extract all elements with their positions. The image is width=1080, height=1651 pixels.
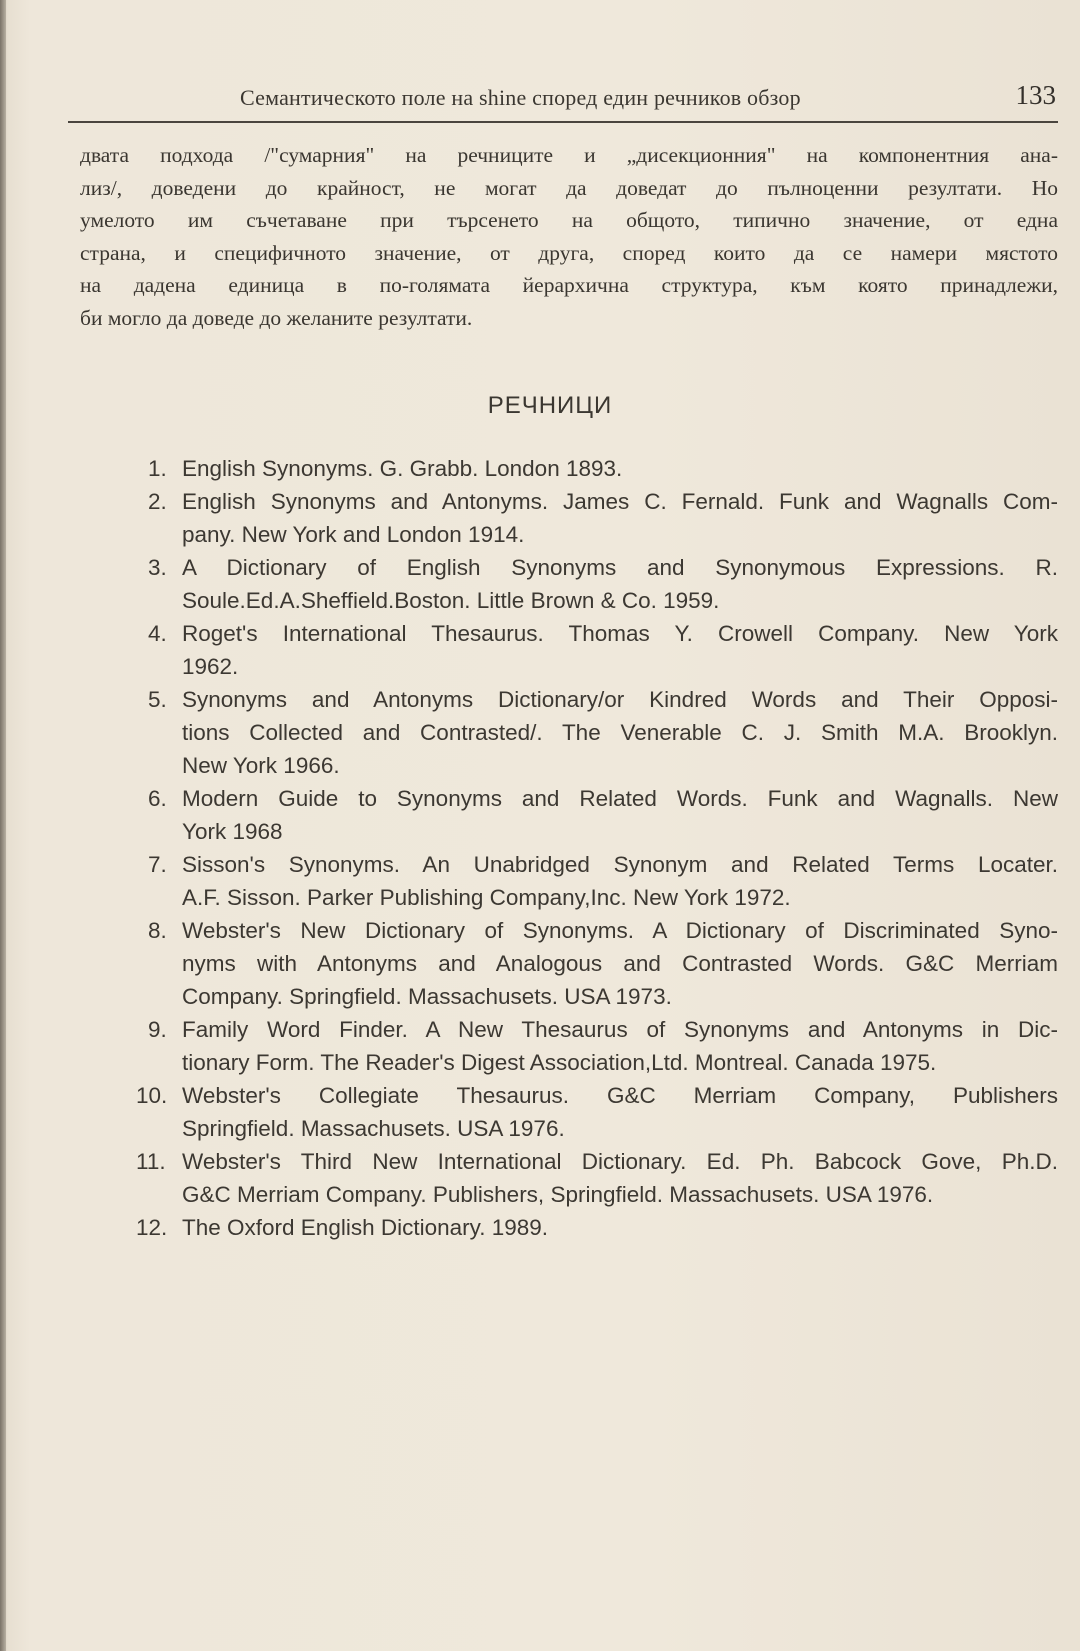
entry-number: 10. [136, 1083, 168, 1108]
entry-line: Sisson's Synonyms. An Unabridged Synonym and Related Terms Locater. [182, 852, 1058, 877]
bibliography-entry [148, 848, 1058, 914]
entry-line: A.F. Sisson. Parker Publishing Company,Inc. New York 1972. [182, 885, 791, 910]
paragraph-line: би могло да доведе до желаните резултати. [80, 305, 473, 330]
section-heading: РЕЧНИЦИ [487, 392, 613, 419]
running-head [68, 80, 1058, 120]
entry-number: 8. [148, 918, 167, 943]
paragraph-line: двата подхода /"сумарния" на речниците и „дисекционния" на компонентния ана- [80, 143, 1058, 167]
page-number: 133 [1015, 80, 1056, 110]
running-title: Семантическото поле на shine според един речников обзор [240, 85, 801, 110]
entry-line: Company. Springfield. Massachusets. USA 1973. [182, 984, 672, 1009]
paragraph-line: умелото им съчетаване при търсенето на общото, типично значение, от една [80, 208, 1058, 232]
entry-line: New York 1966. [182, 753, 340, 778]
entry-number: 2. [148, 489, 167, 514]
entry-line: Synonyms and Antonyms Dictionary/or Kindred Words and Their Opposi- [182, 687, 1058, 712]
header-rule [68, 121, 1058, 123]
bibliography-entry [136, 1079, 1058, 1145]
entry-number: 4. [148, 621, 167, 646]
entry-line: Soule.Ed.A.Sheffield.Boston. Little Brown & Co. 1959. [182, 588, 720, 613]
entry-line: A Dictionary of English Synonyms and Synonymous Expressions. R. [182, 555, 1058, 580]
entry-line: nyms with Antonyms and Analogous and Contrasted Words. G&C Merriam [182, 951, 1058, 976]
entry-line: Springfield. Massachusets. USA 1976. [182, 1116, 565, 1141]
entry-number: 6. [148, 786, 167, 811]
bibliography-entry [136, 1211, 1058, 1244]
entry-line: tions Collected and Contrasted/. The Venerable C. J. Smith M.A. Brooklyn. [182, 720, 1058, 745]
entry-line: G&C Merriam Company. Publishers, Springfield. Massachusets. USA 1976. [182, 1182, 934, 1207]
paragraph-line: на дадена единица в по-голямата йерархична структура, към която принадлежи, [80, 273, 1058, 297]
bibliography-entry [136, 1145, 1058, 1211]
entry-line: pany. New York and London 1914. [182, 522, 525, 547]
entry-line: 1962. [182, 654, 239, 679]
bibliography-entry [148, 452, 1058, 485]
entry-number: 1. [148, 456, 167, 481]
entry-number: 3. [148, 555, 167, 580]
entry-number: 9. [148, 1017, 167, 1042]
body-paragraph [80, 139, 1058, 334]
entry-number: 7. [148, 852, 167, 877]
bibliography-entry [148, 1013, 1058, 1079]
entry-line: English Synonyms and Antonyms. James C. Fernald. Funk and Wagnalls Com- [182, 489, 1058, 514]
entry-line: Modern Guide to Synonyms and Related Words. Funk and Wagnalls. New [182, 786, 1058, 811]
bibliography-entry [148, 683, 1058, 782]
entry-line: The Oxford English Dictionary. 1989. [182, 1215, 549, 1240]
entry-line: Webster's Collegiate Thesaurus. G&C Merriam Company, Publishers [182, 1083, 1058, 1108]
entry-line: Webster's New Dictionary of Synonyms. A Dictionary of Discriminated Syno- [182, 918, 1058, 943]
entry-number: 12. [136, 1215, 168, 1240]
paragraph-line: лиз/, доведени до крайност, не могат да доведат до пълноценни резултати. Но [80, 175, 1058, 200]
entry-line: Webster's Third New International Dictionary. Ed. Ph. Babcock Gove, Ph.D. [182, 1149, 1058, 1174]
bibliography-entry [148, 914, 1058, 1013]
entry-line: York 1968 [182, 819, 283, 844]
bibliography-list [136, 452, 1058, 1244]
bibliography-entry [148, 617, 1058, 683]
entry-number: 5. [148, 687, 167, 712]
bibliography-entry [148, 485, 1058, 551]
bibliography-entry [148, 551, 1058, 617]
entry-line: English Synonyms. G. Grabb. London 1893. [182, 456, 623, 481]
entry-line: tionary Form. The Reader's Digest Association,Ltd. Montreal. Canada 1975. [182, 1050, 937, 1075]
entry-line: Family Word Finder. A New Thesaurus of Synonyms and Antonyms in Dic- [182, 1017, 1058, 1042]
paragraph-line: страна, и специфичното значение, от друга, според които да се намери мястото [80, 240, 1058, 265]
bibliography-entry [148, 782, 1058, 848]
entry-number: 11. [136, 1149, 166, 1174]
entry-line: Roget's International Thesaurus. Thomas Y. Crowell Company. New York [182, 621, 1058, 646]
page-spine-shadow [0, 0, 6, 1651]
